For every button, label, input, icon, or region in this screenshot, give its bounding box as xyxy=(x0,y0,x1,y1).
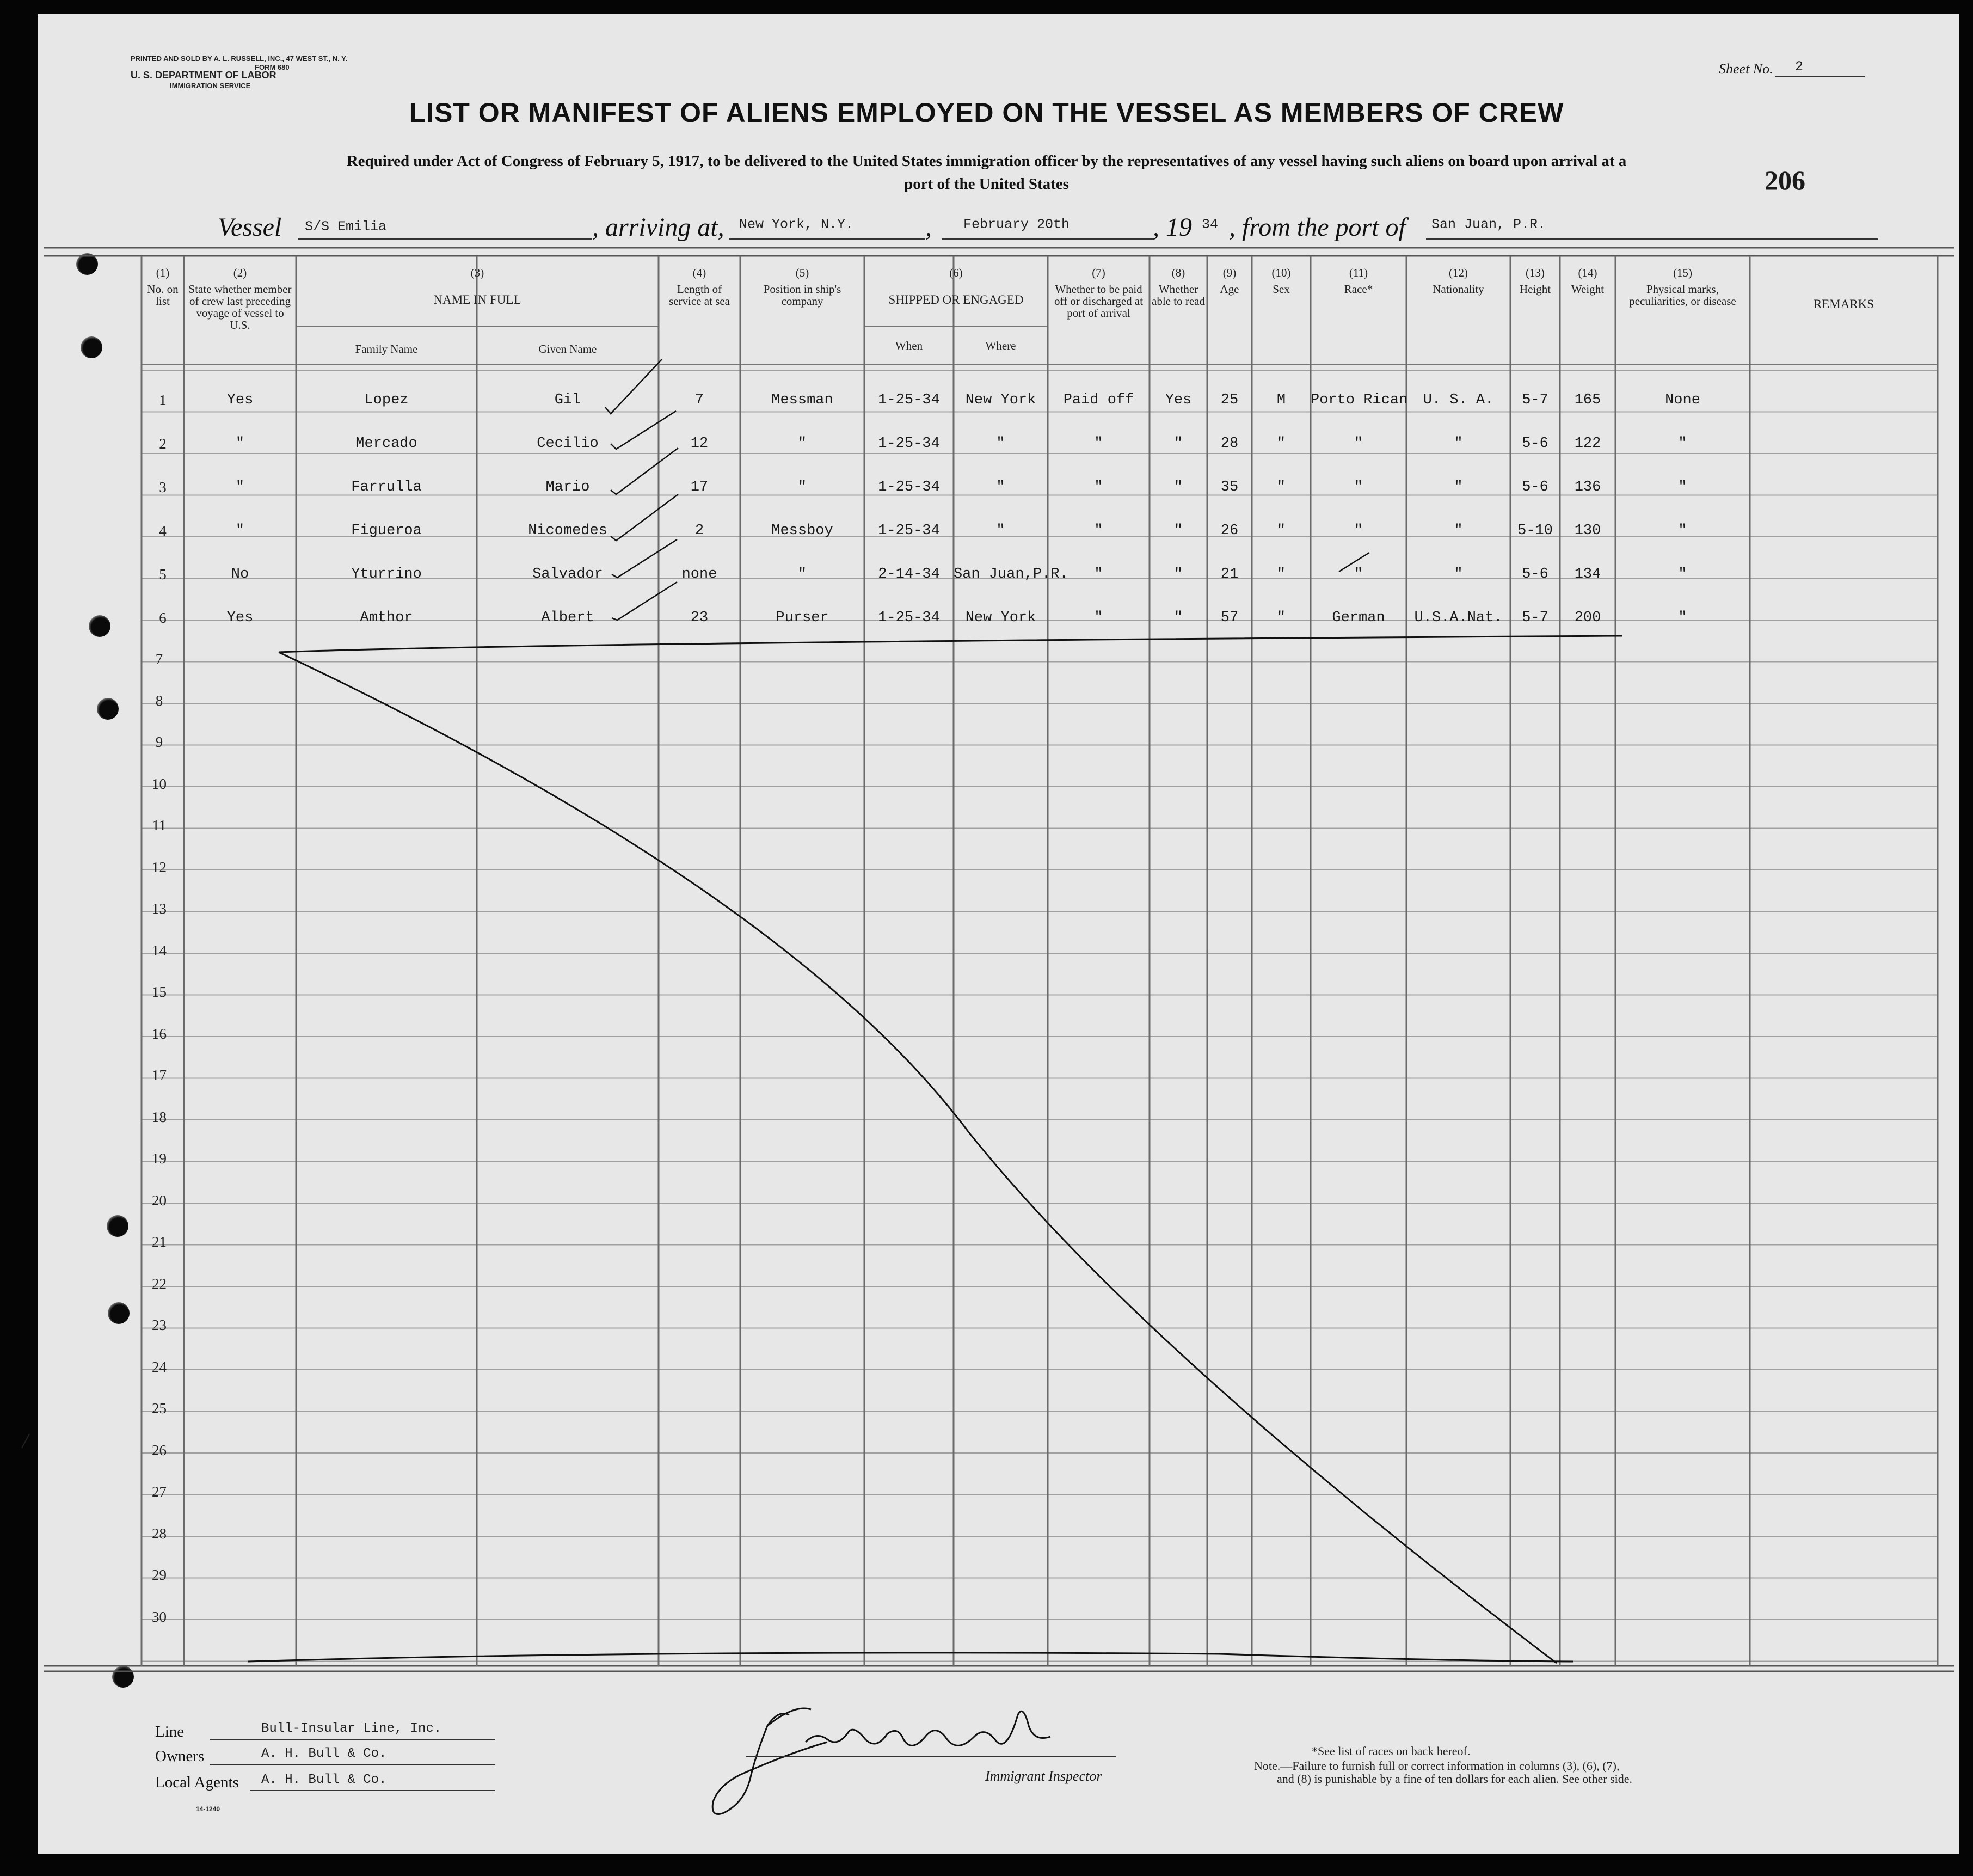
crew-age: 28 xyxy=(1220,436,1239,452)
empty-row-number: 19 xyxy=(152,1150,167,1167)
crew-when: 1-25-34 xyxy=(878,523,940,539)
crew-family: Figueroa xyxy=(351,523,422,539)
column-header: Nationality xyxy=(1433,283,1484,296)
crew-position: " xyxy=(797,479,807,495)
column-number: (11) xyxy=(1349,266,1368,279)
local-agents-underline xyxy=(250,1790,495,1791)
empty-row-number: 23 xyxy=(152,1317,167,1333)
column-header: Position in ship's company xyxy=(763,283,841,308)
crew-read: " xyxy=(1173,479,1183,495)
crew-marks: " xyxy=(1678,436,1687,452)
crew-given: Gil xyxy=(554,392,581,408)
footer-form-code: 14-1240 xyxy=(196,1805,220,1813)
column-number: (1) xyxy=(156,266,170,279)
crew-service: 2 xyxy=(694,523,704,539)
empty-row-number: 27 xyxy=(152,1483,167,1500)
column-header: Sex xyxy=(1273,283,1290,296)
line-value: Bull-Insular Line, Inc. xyxy=(261,1721,442,1736)
crew-age: 21 xyxy=(1220,566,1239,583)
empty-row-number: 9 xyxy=(155,734,163,750)
column-number: (10) xyxy=(1271,266,1291,279)
subheader-when: When xyxy=(895,339,923,352)
empty-row-number: 12 xyxy=(152,859,167,875)
crew-weight: 130 xyxy=(1574,523,1601,539)
column-number: (3) xyxy=(470,266,484,279)
crew-height: 5-7 xyxy=(1522,610,1548,626)
column-header: No. on list xyxy=(147,283,179,308)
form-number: FORM 680 xyxy=(255,63,290,71)
crew-nat: " xyxy=(1454,566,1463,583)
crew-service: 12 xyxy=(690,436,709,452)
penalty-note-line2: and (8) is punishable by a fine of ten dollars for each alien. See other side. xyxy=(1277,1772,1633,1786)
crew-sex: " xyxy=(1276,436,1286,452)
crew-height: 5-10 xyxy=(1517,523,1553,539)
crew-height: 5-6 xyxy=(1522,479,1548,495)
crew-nat: U. S. A. xyxy=(1423,392,1494,408)
empty-row-number: 26 xyxy=(152,1442,167,1458)
crew-read: " xyxy=(1173,610,1183,626)
arrival-date: February 20th xyxy=(963,217,1070,232)
crew-where: New York xyxy=(965,610,1036,626)
crew-sex: " xyxy=(1276,610,1286,626)
column-header: State whether member of crew last preceding voyage of vessel to U.S. xyxy=(188,283,292,332)
column-header: Physical marks, peculiarities, or disease xyxy=(1629,283,1736,308)
empty-row-number: 24 xyxy=(152,1358,167,1375)
crew-race: " xyxy=(1354,566,1363,583)
crew-weight: 134 xyxy=(1574,566,1601,583)
crew-where: " xyxy=(996,479,1005,495)
crew-when: 1-25-34 xyxy=(878,392,940,408)
crew-when: 2-14-34 xyxy=(878,566,940,583)
crew-service: 17 xyxy=(690,479,709,495)
subheader-given-name: Given Name xyxy=(538,342,597,355)
crew-no: 5 xyxy=(159,566,167,583)
crew-given: Cecilio xyxy=(537,436,599,452)
crew-where: " xyxy=(996,523,1005,539)
arrival-port: New York, N.Y. xyxy=(739,217,854,232)
crew-service: 23 xyxy=(690,610,709,626)
column-number: (12) xyxy=(1449,266,1468,279)
crew-paid: " xyxy=(1094,436,1103,452)
crew-where: " xyxy=(996,436,1005,452)
column-header: SHIPPED OR ENGAGED xyxy=(888,293,1024,306)
line-underline xyxy=(210,1739,495,1740)
printer-credit: PRINTED AND SOLD BY A. L. RUSSELL, INC., 47 WEST ST., N. Y. xyxy=(131,54,347,63)
empty-row-number: 30 xyxy=(152,1608,167,1625)
crew-family: Lopez xyxy=(364,392,409,408)
line-label: Line xyxy=(155,1723,185,1740)
service-name: IMMIGRATION SERVICE xyxy=(170,82,251,90)
empty-row-number: 14 xyxy=(152,942,167,959)
sheet-number-value: 2 xyxy=(1795,59,1804,75)
owners-underline xyxy=(210,1764,495,1765)
crew-position: Messman xyxy=(771,392,833,408)
crew-no: 3 xyxy=(159,479,167,495)
crew-paid: " xyxy=(1094,523,1103,539)
empty-row-number: 21 xyxy=(152,1234,167,1250)
column-header: Race* xyxy=(1344,283,1373,296)
subheader-family-name: Family Name xyxy=(355,342,418,355)
crew-given: Nicomedes xyxy=(528,523,607,539)
column-header: Whether to be paid off or discharged at port of arrival xyxy=(1054,283,1144,320)
crew-prev: Yes xyxy=(226,392,254,408)
crew-race: " xyxy=(1354,523,1363,539)
column-number: (8) xyxy=(1171,266,1185,279)
column-header: Length of service at sea xyxy=(669,283,730,308)
crew-prev: " xyxy=(235,436,245,452)
crew-read: " xyxy=(1173,566,1183,583)
column-number: (6) xyxy=(949,266,963,279)
crew-age: 57 xyxy=(1220,610,1239,626)
sheet-number-label: Sheet No. xyxy=(1719,61,1773,77)
empty-row-number: 15 xyxy=(152,984,167,1000)
crew-age: 35 xyxy=(1220,479,1239,495)
crew-where: San Juan,P.R. xyxy=(954,566,1068,583)
empty-row-number: 22 xyxy=(152,1275,167,1292)
subheader-where: Where xyxy=(985,339,1016,352)
crew-position: " xyxy=(797,436,807,452)
crew-service: 7 xyxy=(694,392,704,408)
crew-nat: " xyxy=(1454,436,1463,452)
crew-sex: " xyxy=(1276,479,1286,495)
crew-nat: U.S.A.Nat. xyxy=(1414,610,1503,626)
empty-row-number: 25 xyxy=(152,1400,167,1417)
races-note: *See list of races on back hereof. xyxy=(1312,1744,1471,1758)
crew-read: " xyxy=(1173,523,1183,539)
crew-when: 1-25-34 xyxy=(878,479,940,495)
empty-row-number: 18 xyxy=(152,1108,167,1125)
column-header: Whether able to read xyxy=(1152,283,1205,308)
empty-row-number: 11 xyxy=(152,817,167,833)
crew-family: Farrulla xyxy=(351,479,422,495)
column-number: (5) xyxy=(795,266,809,279)
empty-row-number: 13 xyxy=(152,900,167,917)
manifest-title: LIST OR MANIFEST OF ALIENS EMPLOYED ON THE VESSEL AS MEMBERS OF CREW xyxy=(409,97,1564,128)
crew-race: " xyxy=(1354,479,1363,495)
crew-read: " xyxy=(1173,436,1183,452)
empty-row-number: 28 xyxy=(152,1525,167,1542)
crew-service: none xyxy=(681,566,717,583)
crew-race: Porto Rican xyxy=(1311,392,1408,408)
crew-where: New York xyxy=(965,392,1036,408)
owners-label: Owners xyxy=(155,1748,205,1765)
arrival-year: 34 xyxy=(1202,217,1219,232)
column-number: (15) xyxy=(1673,266,1692,279)
empty-row-number: 29 xyxy=(152,1567,167,1583)
department-name: U. S. DEPARTMENT OF LABOR xyxy=(131,70,276,81)
empty-row-number: 17 xyxy=(152,1067,167,1083)
local-agents-label: Local Agents xyxy=(155,1774,239,1791)
empty-row-number: 8 xyxy=(155,692,163,709)
crew-position: Purser xyxy=(776,610,829,626)
column-number: (13) xyxy=(1526,266,1545,279)
year-prefix: , 19 xyxy=(1153,213,1192,242)
manifest-subtitle-line2: port of the United States xyxy=(904,175,1069,193)
crew-weight: 122 xyxy=(1574,436,1601,452)
column-number: (4) xyxy=(692,266,706,279)
crew-height: 5-7 xyxy=(1522,392,1548,408)
crew-age: 25 xyxy=(1220,392,1239,408)
crew-prev: Yes xyxy=(226,610,254,626)
crew-paid: " xyxy=(1094,566,1103,583)
crew-nat: " xyxy=(1454,479,1463,495)
crew-height: 5-6 xyxy=(1522,436,1548,452)
empty-row-number: 16 xyxy=(152,1025,167,1042)
crew-prev: " xyxy=(235,523,245,539)
crew-family: Yturrino xyxy=(351,566,422,583)
crew-given: Mario xyxy=(545,479,590,495)
column-header: Height xyxy=(1519,283,1551,296)
column-header: REMARKS xyxy=(1813,297,1874,311)
crew-marks: " xyxy=(1678,610,1687,626)
column-number: (2) xyxy=(233,266,247,279)
crew-when: 1-25-34 xyxy=(878,610,940,626)
crew-no: 1 xyxy=(159,392,167,408)
crew-marks: " xyxy=(1678,523,1687,539)
penalty-note-line1: Note.—Failure to furnish full or correct information in columns (3), (6), (7), xyxy=(1254,1759,1620,1773)
crew-race: " xyxy=(1354,436,1363,452)
crew-marks: " xyxy=(1678,566,1687,583)
arriving-label: , arriving at, xyxy=(592,213,724,242)
crew-paid: " xyxy=(1094,610,1103,626)
crew-height: 5-6 xyxy=(1522,566,1548,583)
crew-weight: 165 xyxy=(1574,392,1601,408)
crew-prev: " xyxy=(235,479,245,495)
owners-value: A. H. Bull & Co. xyxy=(261,1746,387,1761)
column-number: (14) xyxy=(1578,266,1597,279)
column-number: (7) xyxy=(1092,266,1105,279)
vessel-label: Vessel xyxy=(218,213,282,242)
column-header: NAME IN FULL xyxy=(433,293,521,306)
from-port-label: , from the port of xyxy=(1229,213,1406,242)
crew-position: " xyxy=(797,566,807,583)
crew-no: 2 xyxy=(159,436,167,452)
crew-when: 1-25-34 xyxy=(878,436,940,452)
crew-marks: None xyxy=(1665,392,1700,408)
empty-row-number: 20 xyxy=(152,1192,167,1209)
empty-row-number: 10 xyxy=(152,775,167,792)
crew-weight: 136 xyxy=(1574,479,1601,495)
crew-prev: No xyxy=(231,566,249,583)
crew-given: Salvador xyxy=(532,566,603,583)
page-number-stamp: 206 xyxy=(1765,165,1805,195)
crew-paid: " xyxy=(1094,479,1103,495)
crew-given: Albert xyxy=(541,610,594,626)
crew-paid: Paid off xyxy=(1063,392,1134,408)
crew-sex: " xyxy=(1276,566,1286,583)
crew-weight: 200 xyxy=(1574,610,1601,626)
inspector-label: Immigrant Inspector xyxy=(985,1768,1102,1784)
crew-age: 26 xyxy=(1220,523,1239,539)
crew-family: Mercado xyxy=(355,436,417,452)
crew-sex: M xyxy=(1276,392,1286,408)
inspector-signature xyxy=(702,1693,1138,1824)
local-agents-value: A. H. Bull & Co. xyxy=(261,1773,387,1787)
departure-port: San Juan, P.R. xyxy=(1431,217,1546,232)
crew-nat: " xyxy=(1454,523,1463,539)
empty-row-number: 7 xyxy=(155,651,163,667)
column-number: (9) xyxy=(1222,266,1237,279)
crew-no: 6 xyxy=(159,610,167,626)
crew-position: Messboy xyxy=(771,523,833,539)
manifest-subtitle-line1: Required under Act of Congress of February 5, 1917, to be delivered to the United States immigration officer by the representatives of any vessel having such aliens on board upon arrival at a xyxy=(346,152,1627,170)
crew-marks: " xyxy=(1678,479,1687,495)
crew-family: Amthor xyxy=(360,610,413,626)
crew-no: 4 xyxy=(159,523,167,539)
column-header: Age xyxy=(1220,283,1239,296)
column-header: Weight xyxy=(1571,283,1605,296)
vessel-name: S/S Emilia xyxy=(305,219,387,235)
crew-race: German xyxy=(1332,610,1385,626)
crew-read: Yes xyxy=(1165,392,1192,408)
crew-sex: " xyxy=(1276,523,1286,539)
